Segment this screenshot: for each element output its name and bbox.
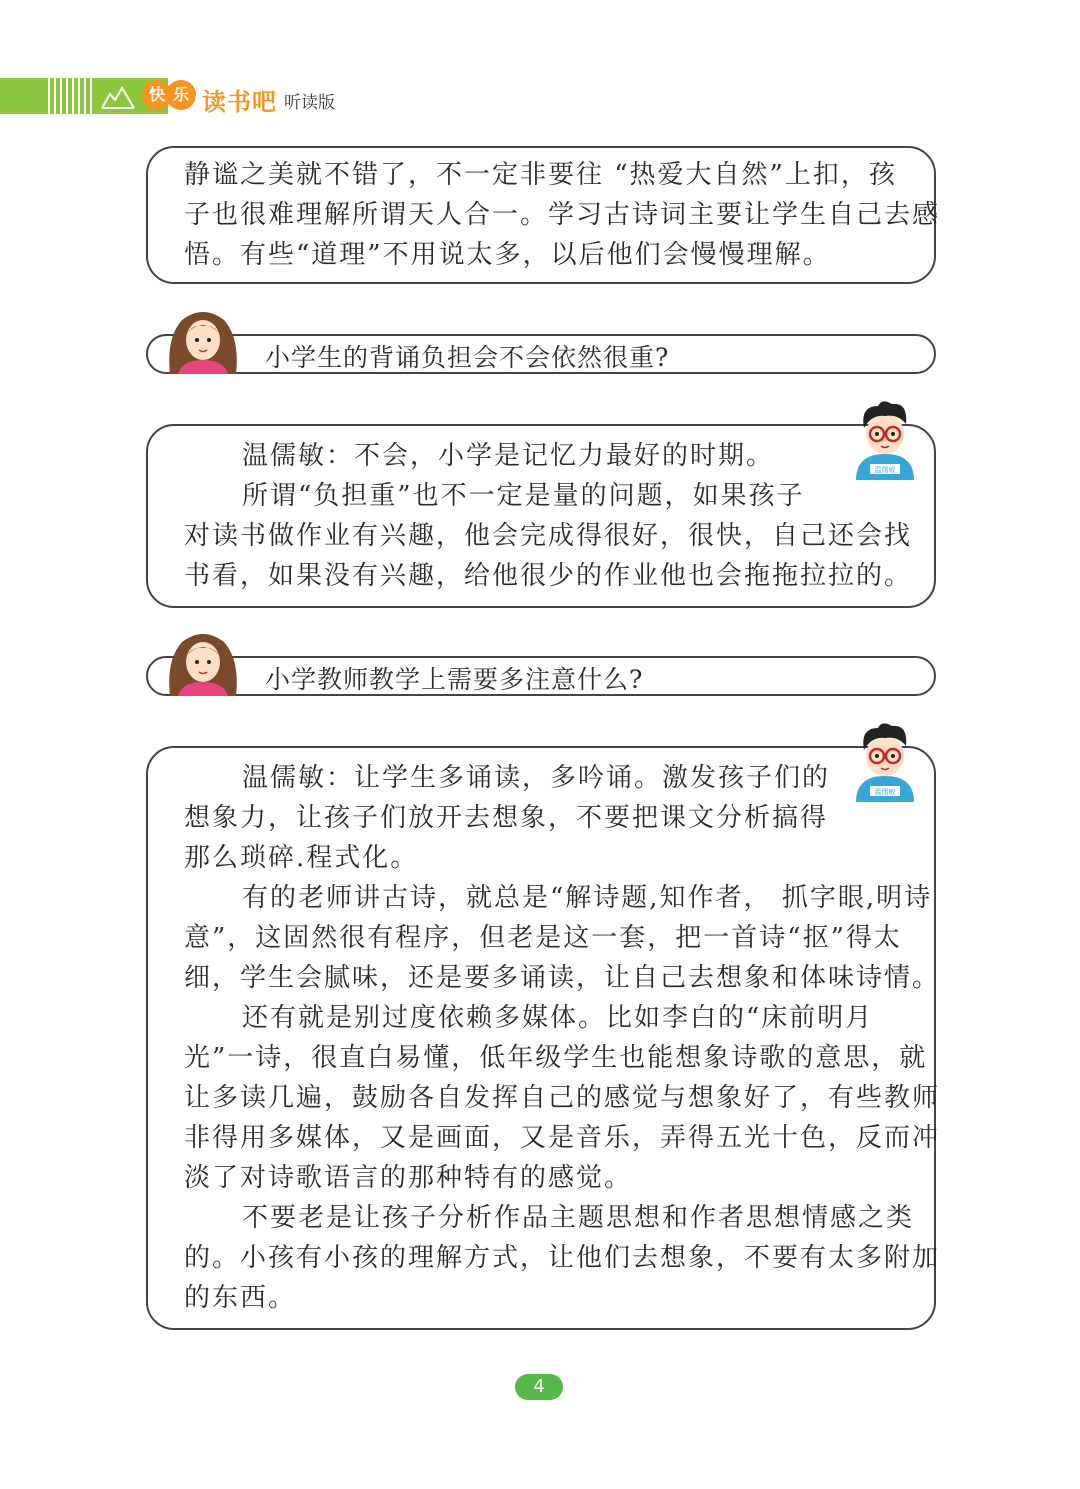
answer-3-line-14: 的东西。: [184, 1283, 297, 1313]
answer-2-line-3: 对读书做作业有兴趣，他会完成得很好，很快，自己还会找: [184, 521, 913, 551]
answer-3-line-2: 想象力，让孩子们放开去想象，不要把课文分析搞得: [184, 803, 829, 833]
answer-3-line-12: 不要老是让孩子分析作品主题思想和作者思想情感之类: [242, 1203, 915, 1233]
boy-avatar-icon: [848, 720, 922, 802]
answer-1-line-1: 静谧之美就不错了，不一定非要往 “热爱大自然”上扣，孩: [184, 160, 897, 190]
answer-3-line-3: 那么琐碎.程式化。: [184, 843, 419, 873]
edition-label: 听读版: [284, 93, 335, 113]
answer-3-line-8: 光”一诗，很直白易懂，低年级学生也能想象诗歌的意思，就: [184, 1043, 928, 1073]
answer-2-line-1: 温儒敏：不会，小学是记忆力最好的时期。: [242, 441, 775, 471]
logo: [142, 80, 198, 114]
badge-text: 温儒敏: [874, 466, 896, 474]
question-1-text: 小学生的背诵负担会不会依然很重?: [265, 343, 670, 372]
answer-1-line-2: 子也很难理解所谓天人合一。学习古诗词主要让学生自己去感: [184, 200, 941, 230]
answer-1-line-3: 悟。有些“道理”不用说太多，以后他们会慢慢理解。: [184, 240, 831, 270]
answer-3-line-4: 有的老师讲古诗，就总是“解诗题,知作者， 抓字眼,明诗: [242, 883, 933, 913]
answer-3-line-5: 意”，这固然很有程序，但老是这一套，把一首诗“抠”得太: [184, 923, 902, 953]
page-number-badge: 4: [515, 1374, 563, 1400]
logo-circle-left: 快: [142, 80, 172, 110]
answer-2-line-2: 所谓“负担重”也不一定是量的问题，如果孩子: [242, 481, 805, 511]
girl-avatar-icon: [160, 630, 246, 696]
badge-text: 温儒敏: [874, 788, 896, 796]
answer-2-line-4: 书看，如果没有兴趣，给他很少的作业他也会拖拖拉拉的。: [184, 561, 913, 591]
answer-3-line-6: 细，学生会腻味，还是要多诵读，让自己去想象和体味诗情。: [184, 963, 941, 993]
header-stripes: [48, 78, 96, 114]
answer-3-line-9: 让多读几遍，鼓励各自发挥自己的感觉与想象好了，有些教师: [184, 1083, 941, 1113]
mountain-icon: [100, 84, 136, 110]
answer-3-line-7: 还有就是别过度依赖多媒体。比如李白的“床前明月: [242, 1003, 874, 1033]
question-2-text: 小学教师教学上需要多注意什么?: [265, 665, 644, 694]
answer-3-line-11: 淡了对诗歌语言的那种特有的感觉。: [184, 1163, 633, 1193]
boy-avatar-icon: [848, 398, 922, 480]
brand-title: 读书吧: [202, 88, 277, 116]
answer-3-line-1: 温儒敏：让学生多诵读，多吟诵。激发孩子们的: [242, 763, 831, 793]
logo-circle-right: 乐: [166, 80, 196, 110]
answer-3-line-10: 非得用多媒体，又是画面，又是音乐，弄得五光十色，反而冲: [184, 1123, 941, 1153]
girl-avatar-icon: [160, 308, 246, 374]
answer-3-line-13: 的。小孩有小孩的理解方式，让他们去想象，不要有太多附加: [184, 1243, 941, 1273]
